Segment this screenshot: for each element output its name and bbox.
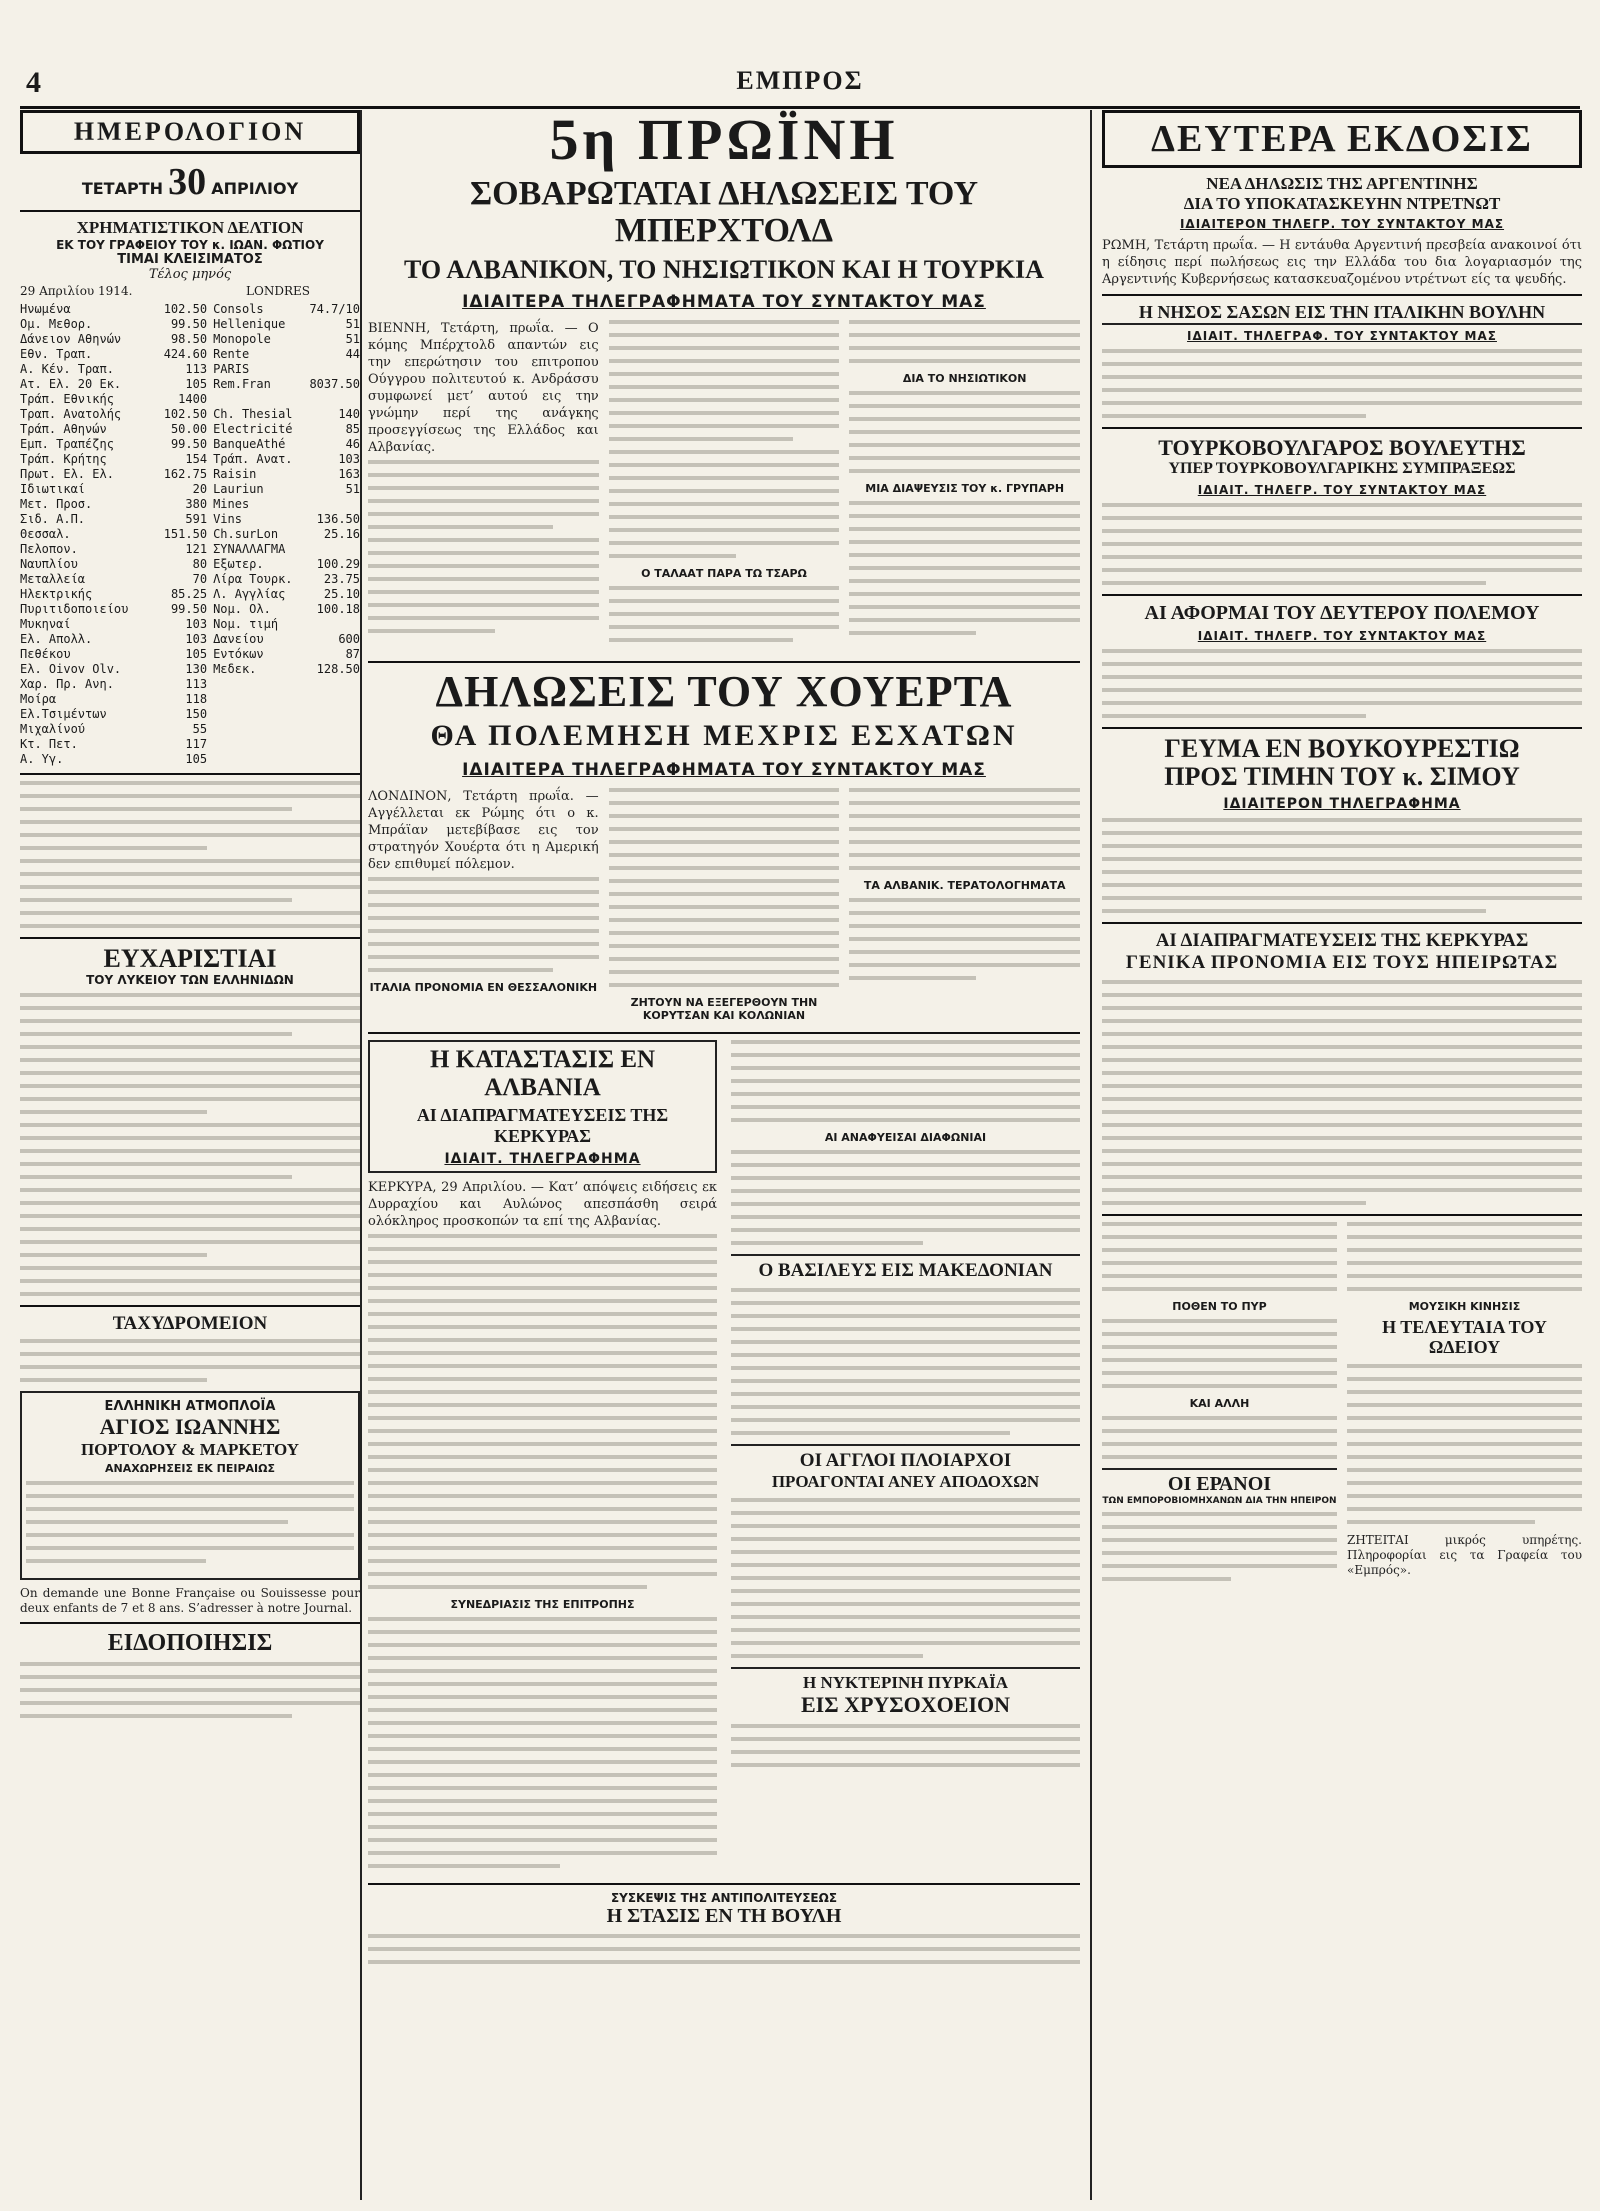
fin-value-b <box>307 692 360 707</box>
fin-name-a: Ελ. Oivov Olv. <box>20 661 122 676</box>
date-day: ΤΕΤΑΡΤΗ <box>81 179 163 198</box>
financial-row <box>20 302 360 317</box>
fin-value-a: 130 <box>185 661 208 676</box>
fin-value-b: 51 <box>345 316 361 331</box>
financial-row <box>20 497 360 512</box>
headline-donations: ΟΙ ΕΡΑΝΟΙ <box>1102 1468 1337 1496</box>
fin-name-b: Ch. Thesial <box>213 406 293 421</box>
page-number: 4 <box>26 66 41 99</box>
section-koritsa: ΖΗΤΟΥΝ ΝΑ ΕΞΕΓΕΡΘΟΥΝ ΤΗΝ ΚΟΡΥΤΣΑΝ ΚΑΙ ΚΟΛΩΝΙΑΝ <box>630 996 818 1023</box>
fin-value-b: 128.50 <box>316 661 361 676</box>
fin-value-b: 25.16 <box>323 526 361 541</box>
fin-value-b <box>307 707 360 722</box>
tag-right-3: ΙΔΙΑΙΤ. ΤΗΛΕΓΡ. ΤΟΥ ΣΥΝΤΑΚΤΟΥ ΜΑΣ <box>1197 482 1487 497</box>
headline-albania-situation: Η ΚΑΤΑΣΤΑΣΙΣ ΕΝ ΑΛΒΑΝΙΑ <box>429 1046 656 1101</box>
fin-name-b: Ch.surLon <box>213 526 279 541</box>
financial-row <box>20 542 360 557</box>
financial-row <box>20 317 360 332</box>
fin-value-a: 154 <box>185 451 208 466</box>
tag-telegram-3: ΙΔΙΑΙΤ. ΤΗΛΕΓΡΑΦΗΜΑ <box>444 1150 641 1167</box>
fin-value-a: 591 <box>185 511 208 526</box>
fin-name-b: Consols <box>213 301 264 316</box>
fin-name-a: Ηνωμένα <box>20 301 71 316</box>
fin-value-a: 118 <box>185 691 208 706</box>
fin-name-a: Τραπ. Ανατολής <box>20 406 122 421</box>
fin-name-b: Rente <box>213 346 250 361</box>
fin-name-a: Α. Κέν. Τραπ. <box>20 361 114 376</box>
fin-name-b <box>207 722 307 737</box>
fin-name-b <box>207 707 307 722</box>
fin-value-b: 140 <box>338 406 361 421</box>
financial-row <box>20 467 360 482</box>
fin-name-a: Πυριτιδοποιείου <box>20 601 129 616</box>
section-fire-source: ΠΟΘΕΝ ΤΟ ΠΥΡ <box>1172 1299 1267 1313</box>
date-month: ΑΠΡΙΛΙΟΥ <box>211 179 299 198</box>
financial-row <box>20 632 360 647</box>
fin-name-b: Electricité <box>213 421 293 436</box>
fin-name-a: Μοίρα <box>20 691 57 706</box>
edition-title: 5η ΠΡΩΪΝΗ <box>549 110 899 172</box>
fin-value-b: 23.75 <box>323 571 361 586</box>
post-title: ΤΑΧΥΔΡΟΜΕΙΟΝ <box>112 1313 268 1335</box>
headline-jewelry-shop: ΕΙΣ ΧΡΥΣΟΧΟΕΙΟΝ <box>800 1692 1011 1718</box>
fin-value-a: 99.50 <box>170 601 208 616</box>
newspaper-title: ΕΜΠΡΟΣ <box>736 66 864 95</box>
fin-value-a: 102.50 <box>163 406 208 421</box>
article-huerta: ΛΟΝΔΙΝΟΝ, Τετάρτη πρωΐα. — Αγγέλλεται εκ Ρώμης ότι ο κ. Μπράϊαν μετεβίβασε εις τον στρατηγόν Χουέρτα ότι η Αμερική δεν επιθυμεί πόλεμον. <box>368 789 599 873</box>
fin-value-a: 98.50 <box>170 331 208 346</box>
fin-name-a: Χαρ. Πρ. Ανη. <box>20 676 114 691</box>
fin-value-b <box>307 617 360 632</box>
fin-value-a: 85.25 <box>170 586 208 601</box>
article-corfu: ΚΕΡΚΥΡΑ, 29 Απριλίου. — Κατ’ απόψεις ειδήσεις εκ Δυρραχίου και Αυλώνος απεσπάσθη σειρά ολόκληρος προσκοπών τα επί της Αλβανίας. <box>368 1179 717 1229</box>
financial-row <box>20 602 360 617</box>
fin-value-b: 100.18 <box>316 601 361 616</box>
fin-value-b: 103 <box>338 451 361 466</box>
headline-english-captains: ΟΙ ΑΓΓΛΟΙ ΠΛΟΙΑΡΧΟΙ <box>731 1444 1080 1472</box>
financial-row <box>20 752 360 767</box>
headline-king-macedonia: Ο ΒΑΣΙΛΕΥΣ ΕΙΣ ΜΑΚΕΔΟΝΙΑΝ <box>731 1254 1080 1282</box>
fin-name-a: Μυκηναί <box>20 616 71 631</box>
article-argentina: ΡΩΜΗ, Τετάρτη πρωΐα. — Η εντάυθα Αργεντινή πρεσβεία ανακοινοί ότι η είδησις περί πωλήσεως εις την Ελλάδα του δια λογαριασμόν της Αργεντινής Κυβερνήσεως κατασκευαζομένου ντρέτνωτ είς τα ψευδής. <box>1102 238 1582 288</box>
fin-name-b: Hellenique <box>213 316 286 331</box>
financial-row <box>20 677 360 692</box>
fin-name-b: Νομ. τιμή <box>213 616 279 631</box>
fin-value-b: 85 <box>345 421 361 436</box>
financial-note: Τέλος μηνός <box>148 266 232 282</box>
headline-berchtold: ΣΟΒΑΡΩΤΑΤΑΙ ΔΗΛΩΣΕΙΣ ΤΟΥ ΜΠΕΡΧΤΟΛΔ <box>469 174 979 250</box>
fin-name-b: PARIS <box>213 361 250 376</box>
fin-value-a: 55 <box>192 721 208 736</box>
fin-name-a: Πελοπον. <box>20 541 78 556</box>
fin-value-b: 46 <box>345 436 361 451</box>
headline-huerta: ΔΗΛΩΣΕΙΣ ΤΟΥ ΧΟΥΕΡΤΑ <box>435 667 1013 717</box>
fin-value-a: 105 <box>185 646 208 661</box>
fin-name-a: Τράπ. Κρήτης <box>20 451 107 466</box>
fin-value-b <box>307 722 360 737</box>
fin-value-a: 50.00 <box>170 421 208 436</box>
wanted-notice: ΖΗΤΕΙΤΑΙ μικρός υπηρέτης. Πληροφορίαι εις τα Γραφεία του «Εμπρός». <box>1347 1533 1582 1578</box>
fin-value-b <box>307 737 360 752</box>
fin-value-b: 8037.50 <box>309 376 361 391</box>
financial-row <box>20 662 360 677</box>
fin-name-b: Δανείου <box>213 631 264 646</box>
headline-albanian: ΤΟ ΑΛΒΑΝΙΚΟΝ, ΤΟ ΝΗΣΙΩΤΙΚΟΝ ΚΑΙ Η ΤΟΥΡΚΙΑ <box>404 254 1044 284</box>
fin-name-a: Θεσσαλ. <box>20 526 71 541</box>
fin-name-a: Τράπ. Εθνικής <box>20 391 114 406</box>
fin-name-a: Μεταλλεία <box>20 571 86 586</box>
fin-value-b: 600 <box>338 631 361 646</box>
headline-conservatory: Η ΤΕΛΕΥΤΑΙΑ ΤΟΥ ΩΔΕΙΟΥ <box>1382 1316 1547 1358</box>
fin-value-a: 20 <box>192 481 208 496</box>
headline-second-war: ΑΙ ΑΦΟΡΜΑΙ ΤΟΥ ΔΕΥΤΕΡΟΥ ΠΟΛΕΜΟΥ <box>1144 601 1540 624</box>
fin-name-b <box>207 752 307 767</box>
second-edition-title: ΔΕΥΤΕΡΑ ΕΚΔΟΣΙΣ <box>1102 110 1582 168</box>
fin-value-a: 105 <box>185 751 208 766</box>
fin-name-a: Ομ. Μεθορ. <box>20 316 93 331</box>
fin-name-a: Δάνειον Αθηνών <box>20 331 122 346</box>
fin-name-a: Ελ. Απολλ. <box>20 631 93 646</box>
financial-row <box>20 647 360 662</box>
headline-corfu-talks-right: ΑΙ ΔΙΑΠΡΑΓΜΑΤΕΥΣΕΙΣ ΤΗΣ ΚΕΡΚΥΡΑΣ <box>1155 929 1529 951</box>
fin-value-a: 113 <box>185 361 208 376</box>
section-opposition: ΣΥΣΚΕΨΙΣ ΤΗΣ ΑΝΤΙΠΟΛΙΤΕΥΣΕΩΣ <box>610 1890 838 1905</box>
fin-value-b: 163 <box>338 466 361 481</box>
fin-value-b <box>307 677 360 692</box>
fin-name-b <box>207 692 307 707</box>
headline-war: ΘΑ ΠΟΛΕΜΗΣΗ ΜΕΧΡΙΣ ΕΣΧΑΤΩΝ <box>430 719 1018 753</box>
section-disagreements: ΑΙ ΑΝΑΦΥΕΙΣΑΙ ΔΙΑΦΩΝΙΑΙ <box>824 1131 987 1145</box>
fin-value-b <box>307 497 360 512</box>
headline-simos-honor: ΠΡΟΣ ΤΙΜΗΝ ΤΟΥ κ. ΣΙΜΟΥ <box>1164 762 1520 792</box>
financial-row <box>20 707 360 722</box>
fin-value-b: 25.10 <box>323 586 361 601</box>
financial-row <box>20 572 360 587</box>
financial-row <box>20 587 360 602</box>
financial-row <box>20 737 360 752</box>
fin-value-a: 121 <box>185 541 208 556</box>
headline-dreadnought: ΔΙΑ ΤΟ ΥΠΟΚΑΤΑΣΚΕΥΗΝ ΝΤΡΕΤΝΩΤ <box>1183 193 1501 213</box>
financial-row <box>20 617 360 632</box>
headline-argentina: ΝΕΑ ΔΗΛΩΣΙΣ ΤΗΣ ΑΡΓΕΝΤΙΝΗΣ <box>1206 174 1478 193</box>
financial-row <box>20 722 360 737</box>
fin-name-b: Λίρα Τουρκ. <box>213 571 293 586</box>
section-albanian-tales: ΤΑ ΑΛΒΑΝΙΚ. ΤΕΡΑΤΟΛΟΓΗΜΑΤΑ <box>863 879 1066 893</box>
section-gryparis: ΜΙΑ ΔΙΑΨΕΥΣΙΣ ΤΟΥ κ. ΓΡΥΠΑΡΗ <box>865 482 1065 496</box>
fin-value-a: 103 <box>185 631 208 646</box>
fin-value-a: 103 <box>185 616 208 631</box>
fin-name-b: Rem.Fran <box>213 376 271 391</box>
thanks-title: ΕΥΧΑΡΙΣΤΙΑΙ <box>103 943 277 973</box>
notices-title: ΕΙΔΟΠΟΙΗΣΙΣ <box>107 1629 273 1656</box>
headline-night-fire: Η ΝΥΚΤΕΡΙΝΗ ΠΥΡΚΑΪΑ <box>731 1667 1080 1693</box>
fin-name-b: Τράπ. Ανατ. <box>213 451 293 466</box>
fin-value-b: 87 <box>345 646 361 661</box>
fin-value-a: 113 <box>185 676 208 691</box>
left-column <box>20 110 362 2200</box>
fin-name-a: Κτ. Πετ. <box>20 736 78 751</box>
thanks-subtitle: ΤΟΥ ΛΥΚΕΙΟΥ ΤΩΝ ΕΛΛΗΝΙΔΩΝ <box>86 973 294 988</box>
headline-bucharest-dinner: ΓΕΥΜΑ ΕΝ ΒΟΥΚΟΥΡΕΣΤΙΩ <box>1164 733 1520 763</box>
headline-unpaid: ΠΡΟΑΓΟΝΤΑΙ ΑΝΕΥ ΑΠΟΔΟΧΩΝ <box>771 1472 1040 1492</box>
financial-row <box>20 512 360 527</box>
financial-row <box>20 437 360 452</box>
fin-name-b: Mines <box>213 496 250 511</box>
financial-subtitle-2: ΤΙΜΑΙ ΚΛΕΙΣΙΜΑΤΟΣ <box>117 251 263 267</box>
financial-subtitle: ΕΚ ΤΟΥ ΓΡΑΦΕΙΟΥ ΤΟΥ κ. ΙΩΑΝ. ΦΩΤΙΟΥ <box>56 237 324 252</box>
fin-name-b: Εντόκων <box>213 646 264 661</box>
fin-value-a: 99.50 <box>170 436 208 451</box>
financial-date: 29 Απριλίου 1914. <box>20 283 133 298</box>
fin-value-a: 70 <box>192 571 208 586</box>
fin-name-b: Lauriun <box>213 481 264 496</box>
financial-row <box>20 482 360 497</box>
french-notice: On demande une Bonne Française ou Souissesse pour deux enfants de 7 et 8 ans. S’adresser à notre Journal. <box>20 1585 360 1615</box>
fin-value-b: 74.7/10 <box>309 301 361 316</box>
fin-name-a: Πρωτ. Ελ. Ελ. <box>20 466 114 481</box>
financial-row <box>20 557 360 572</box>
fin-value-b: 100.29 <box>316 556 361 571</box>
shipping-ad <box>20 1391 360 1580</box>
fin-value-b: 51 <box>345 331 361 346</box>
tag-right-5: ΙΔΙΑΙΤΕΡΟΝ ΤΗΛΕΓΡΑΦΗΜΑ <box>1223 795 1461 812</box>
financial-row <box>20 332 360 347</box>
fin-name-b <box>207 392 307 407</box>
fin-name-a: Μετ. Προσ. <box>20 496 93 511</box>
financial-row <box>20 527 360 542</box>
fin-value-a: 99.50 <box>170 316 208 331</box>
shipping-title-3: ΠΟΡΤΟΛΟΥ & ΜΑΡΚΕΤΟΥ <box>80 1439 300 1459</box>
fin-name-a: Α. Υγ. <box>20 751 64 766</box>
headline-turco-bulgarian-sub: ΥΠΕΡ ΤΟΥΡΚΟΒΟΥΛΓΑΡΙΚΗΣ ΣΥΜΠΡΑΞΕΩΣ <box>1168 460 1516 478</box>
tag-right-4: ΙΔΙΑΙΤ. ΤΗΛΕΓΡ. ΤΟΥ ΣΥΝΤΑΚΤΟΥ ΜΑΣ <box>1197 628 1487 643</box>
fin-value-a: 151.50 <box>163 526 208 541</box>
shipping-title-2: ΑΓΙΟΣ ΙΩΑΝΝΗΣ <box>99 1413 281 1439</box>
fin-value-b: 136.50 <box>316 511 361 526</box>
fin-value-a: 117 <box>185 736 208 751</box>
fin-value-a: 162.75 <box>163 466 208 481</box>
fin-name-b: BanqueAthé <box>213 436 286 451</box>
financial-row <box>20 392 360 407</box>
fin-value-b <box>307 542 360 557</box>
fin-name-a: Ατ. Ελ. 20 Εκ. <box>20 376 122 391</box>
fin-value-b <box>307 752 360 767</box>
fin-name-b <box>207 737 307 752</box>
financial-title: ΧΡΗΜΑΤΙΣΤΙΚΟΝ ΔΕΛΤΙΟΝ <box>76 218 304 237</box>
financial-row <box>20 347 360 362</box>
section-talaat: Ο ΤΑΛΑΑΤ ΠΑΡΑ ΤΩ ΤΣΑΡΩ <box>641 567 807 581</box>
fin-name-a: Μιχαλίνού <box>20 721 86 736</box>
fin-value-b: 44 <box>345 346 361 361</box>
center-column <box>368 110 1080 2200</box>
headline-sason: Η ΝΗΣΟΣ ΣΑΣΩΝ ΕΙΣ ΤΗΝ ΙΤΑΛΙΚΗΝ ΒΟΥΛΗΝ <box>1102 302 1582 325</box>
fin-name-a: Τράπ. Αθηνών <box>20 421 107 436</box>
article-berchtold: ΒΙΕΝΝΗ, Τετάρτη, πρωΐα. — Ο κόμης Μπέρχτολδ απαντών εις την επερώτησιν του επιτροπου Ούγγρου πολιτευτού κ. Ανδράσσυ συμφωνεί μετ’ αυτού εις την γνώμην περί της ανάγκης προσεγγίσεως της Ελλάδος και Αλβανίας. <box>368 321 599 456</box>
date-box <box>20 160 360 204</box>
financial-row <box>20 377 360 392</box>
fin-value-a: 150 <box>185 706 208 721</box>
tag-right-1: ΙΔΙΑΙΤΕΡΟΝ ΤΗΛΕΓΡ. ΤΟΥ ΣΥΝΤΑΚΤΟΥ ΜΑΣ <box>1179 217 1505 232</box>
fin-name-b: Εξωτερ. <box>213 556 264 571</box>
financial-table <box>20 302 360 767</box>
headline-parliament: Η ΣΤΑΣΙΣ ΕΝ ΤΗ ΒΟΥΛΗ <box>606 1904 842 1927</box>
section-committee: ΣΥΝΕΔΡΙΑΣΙΣ ΤΗΣ ΕΠΙΤΡΟΠΗΣ <box>450 1597 635 1611</box>
fin-value-a: 80 <box>192 556 208 571</box>
fin-name-b: Monopole <box>213 331 271 346</box>
fin-value-b: 51 <box>345 481 361 496</box>
calendar-title: ΗΜΕΡΟΛΟΓΙΟΝ <box>20 110 360 154</box>
fin-name-a: Ιδιωτικαί <box>20 481 86 496</box>
fin-value-b <box>307 392 360 407</box>
tag-right-2: ΙΔΙΑΙΤ. ΤΗΛΕΓΡΑΦ. ΤΟΥ ΣΥΝΤΑΚΤΟΥ ΜΑΣ <box>1187 329 1497 344</box>
financial-row <box>20 452 360 467</box>
fin-name-a: Πεθέκου <box>20 646 71 661</box>
financial-row <box>20 407 360 422</box>
fin-name-b: Raisin <box>213 466 257 481</box>
section-italy: ΙΤΑΛΙΑ ΠΡΟΝΟΜΙΑ ΕΝ ΘΕΣΣΑΛΟΝΙΚΗ <box>369 981 598 995</box>
fin-name-b: Λ. Αγγλίας <box>213 586 286 601</box>
section-another: ΚΑΙ ΑΛΛΗ <box>1189 1396 1250 1410</box>
fin-name-a: Ναυπλίου <box>20 556 78 571</box>
fin-value-a: 1400 <box>178 391 208 406</box>
fin-name-a: Εθν. Τραπ. <box>20 346 93 361</box>
financial-city: LONDRES <box>246 283 310 298</box>
fin-value-b <box>307 362 360 377</box>
section-music: ΜΟΥΣΙΚΗ ΚΙΝΗΣΙΣ <box>1408 1299 1521 1313</box>
fin-name-b: Νομ. Ολ. <box>213 601 271 616</box>
fin-name-a: Ηλεκτρικής <box>20 586 93 601</box>
financial-row <box>20 422 360 437</box>
fin-name-a: Σιδ. Α.Π. <box>20 511 86 526</box>
financial-row <box>20 362 360 377</box>
tag-telegrams-1: ΙΔΙΑΙΤΕΡΑ ΤΗΛΕΓΡΑΦΗΜΑΤΑ ΤΟΥ ΣΥΝΤΑΚΤΟΥ ΜΑΣ <box>462 292 986 313</box>
headline-epirus-privileges: ΓΕΝΙΚΑ ΠΡΟΝΟΜΙΑ ΕΙΣ ΤΟΥΣ ΗΠΕΙΡΩΤΑΣ <box>1125 951 1559 973</box>
fin-value-a: 102.50 <box>163 301 208 316</box>
fin-value-a: 380 <box>185 496 208 511</box>
right-column <box>1090 110 1582 2200</box>
fin-name-b: Vins <box>213 511 242 526</box>
shipping-title-1: ΕΛΛΗΝΙΚΗ ΑΤΜΟΠΛΟΪΑ <box>104 1398 276 1414</box>
fin-name-b: Μεδεκ. <box>213 661 257 676</box>
fin-name-b <box>207 677 307 692</box>
headline-corfu-talks: ΑΙ ΔΙΑΠΡΑΓΜΑΤΕΥΣΕΙΣ ΤΗΣ ΚΕΡΚΥΡΑΣ <box>416 1105 669 1147</box>
fin-value-a: 105 <box>185 376 208 391</box>
headline-turco-bulgarian: ΤΟΥΡΚΟΒΟΥΛΓΑΡΟΣ ΒΟΥΛΕΥΤΗΣ <box>1158 435 1526 461</box>
shipping-subtitle: ΑΝΑΧΩΡΗΣΕΙΣ ΕΚ ΠΕΙΡΑΙΩΣ <box>104 1461 275 1475</box>
fin-name-a: Ελ.Τσιμέντων <box>20 706 107 721</box>
fin-name-b: ΣΥΝΑΛΛΑΓΜΑ <box>213 541 286 556</box>
tag-telegrams-2: ΙΔΙΑΙΤΕΡΑ ΤΗΛΕΓΡΑΦΗΜΑΤΑ ΤΟΥ ΣΥΝΤΑΚΤΟΥ ΜΑΣ <box>462 760 986 781</box>
fin-name-a: Εμπ. Τραπέζης <box>20 436 114 451</box>
headline-donations-sub: ΤΩΝ ΕΜΠΟΡΟΒΙΟΜΗΧΑΝΩΝ ΔΙΑ ΤΗΝ ΗΠΕΙΡΟΝ <box>1102 1495 1337 1506</box>
fin-value-a: 424.60 <box>163 346 208 361</box>
financial-row <box>20 692 360 707</box>
page-header <box>20 66 1580 109</box>
section-islands: ΔΙΑ ΤΟ ΝΗΣΙΩΤΙΚΟΝ <box>902 372 1027 386</box>
date-num: 30 <box>168 161 207 203</box>
